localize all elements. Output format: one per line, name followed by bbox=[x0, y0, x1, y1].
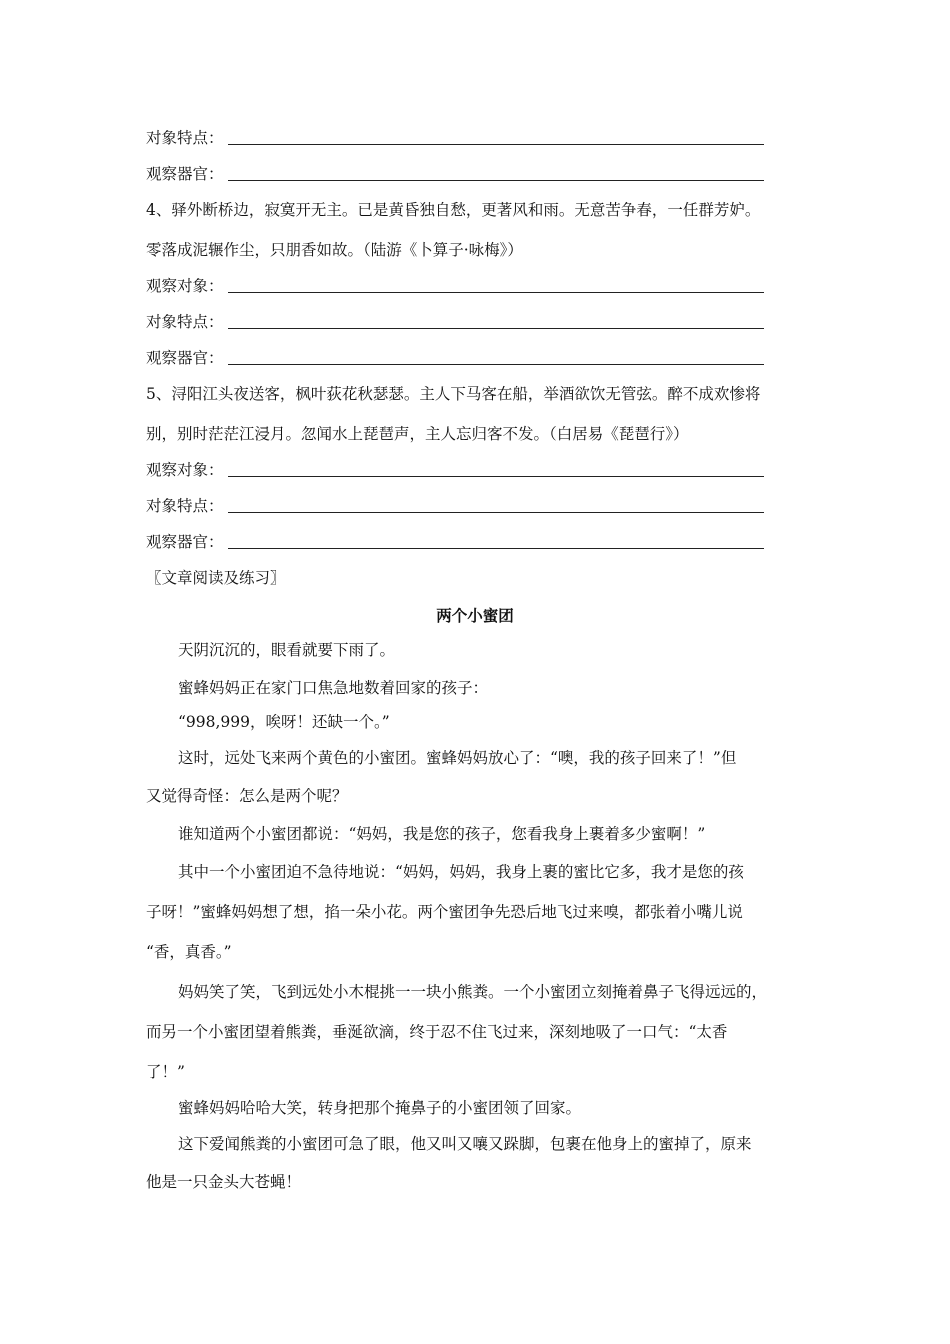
field-label-sense-organ: 观察器官： bbox=[146, 533, 224, 551]
article-line: 他是一只金头大苍蝇！ bbox=[146, 1173, 302, 1191]
answer-blank[interactable] bbox=[228, 180, 764, 181]
field-label-object: 观察对象： bbox=[146, 277, 224, 295]
answer-blank[interactable] bbox=[228, 144, 764, 145]
answer-blank[interactable] bbox=[228, 512, 764, 513]
article-line: 蜜蜂妈妈正在家门口焦急地数着回家的孩子： bbox=[178, 679, 489, 697]
article-line: 谁知道两个小蜜团都说：“妈妈，我是您的孩子，您看我身上裹着多少蜜啊！” bbox=[178, 825, 706, 843]
article-line: 这下爱闻熊粪的小蜜团可急了眼，他又叫又嚷又跺脚，包裹在他身上的蜜掉了，原来 bbox=[178, 1135, 752, 1153]
article-line: 又觉得奇怪：怎么是两个呢？ bbox=[146, 787, 348, 805]
field-label-sense-organ: 观察器官： bbox=[146, 165, 224, 183]
article-line: 蜜蜂妈妈哈哈大笑，转身把那个掩鼻子的小蜜团领了回家。 bbox=[178, 1099, 582, 1117]
answer-blank[interactable] bbox=[228, 328, 764, 329]
article-line: 这时，远处飞来两个黄色的小蜜团。蜜蜂妈妈放心了：“噢，我的孩子回来了！”但 bbox=[178, 749, 737, 767]
answer-blank[interactable] bbox=[228, 364, 764, 365]
article-line: “香，真香。” bbox=[146, 943, 232, 961]
field-label-features: 对象特点： bbox=[146, 497, 224, 515]
field-label-object: 观察对象： bbox=[146, 461, 224, 479]
answer-blank[interactable] bbox=[228, 548, 764, 549]
answer-blank[interactable] bbox=[228, 292, 764, 293]
question-5-text-cont: 别，别时茫茫江浸月。忽闻水上琵琶声，主人忘归客不发。（白居易《琵琶行》） bbox=[146, 425, 689, 443]
field-label-features: 对象特点： bbox=[146, 313, 224, 331]
question-4-text-cont: 零落成泥辗作尘，只朋香如故。（陆游《卜算子·咏梅》） bbox=[146, 241, 523, 259]
question-5-text: 5、浔阳江头夜送客，枫叶荻花秋瑟瑟。主人下马客在船，举酒欲饮无管弦。醉不成欢惨将 bbox=[146, 385, 761, 403]
article-line: 其中一个小蜜团迫不急待地说：“妈妈，妈妈，我身上裹的蜜比它多，我才是您的孩 bbox=[178, 863, 744, 881]
article-line: 妈妈笑了笑，飞到远处小木棍挑一一块小熊粪。一个小蜜团立刻掩着鼻子飞得远远的， bbox=[178, 983, 768, 1001]
field-label-features: 对象特点： bbox=[146, 129, 224, 147]
article-line: 子呀！”蜜蜂妈妈想了想，掐一朵小花。两个蜜团争先恐后地飞过来嗅，都张着小嘴儿说 bbox=[146, 903, 743, 921]
question-4-text: 4、驿外断桥边，寂寞开无主。已是黄昏独自愁，更著风和雨。无意苦争春，一任群芳妒。 bbox=[146, 201, 761, 219]
answer-blank[interactable] bbox=[228, 476, 764, 477]
article-line: 而另一个小蜜团望着熊粪，垂涎欲滴，终于忍不住飞过来，深刻地吸了一口气：“太香 bbox=[146, 1023, 728, 1041]
article-line: 天阴沉沉的，眼看就要下雨了。 bbox=[178, 641, 396, 659]
article-line: “998,999，唉呀！还缺一个。” bbox=[178, 713, 390, 731]
field-label-sense-organ: 观察器官： bbox=[146, 349, 224, 367]
article-title: 两个小蜜团 bbox=[436, 607, 514, 625]
article-line: 了！” bbox=[146, 1063, 185, 1081]
section-heading: 〖文章阅读及练习〗 bbox=[146, 569, 286, 587]
